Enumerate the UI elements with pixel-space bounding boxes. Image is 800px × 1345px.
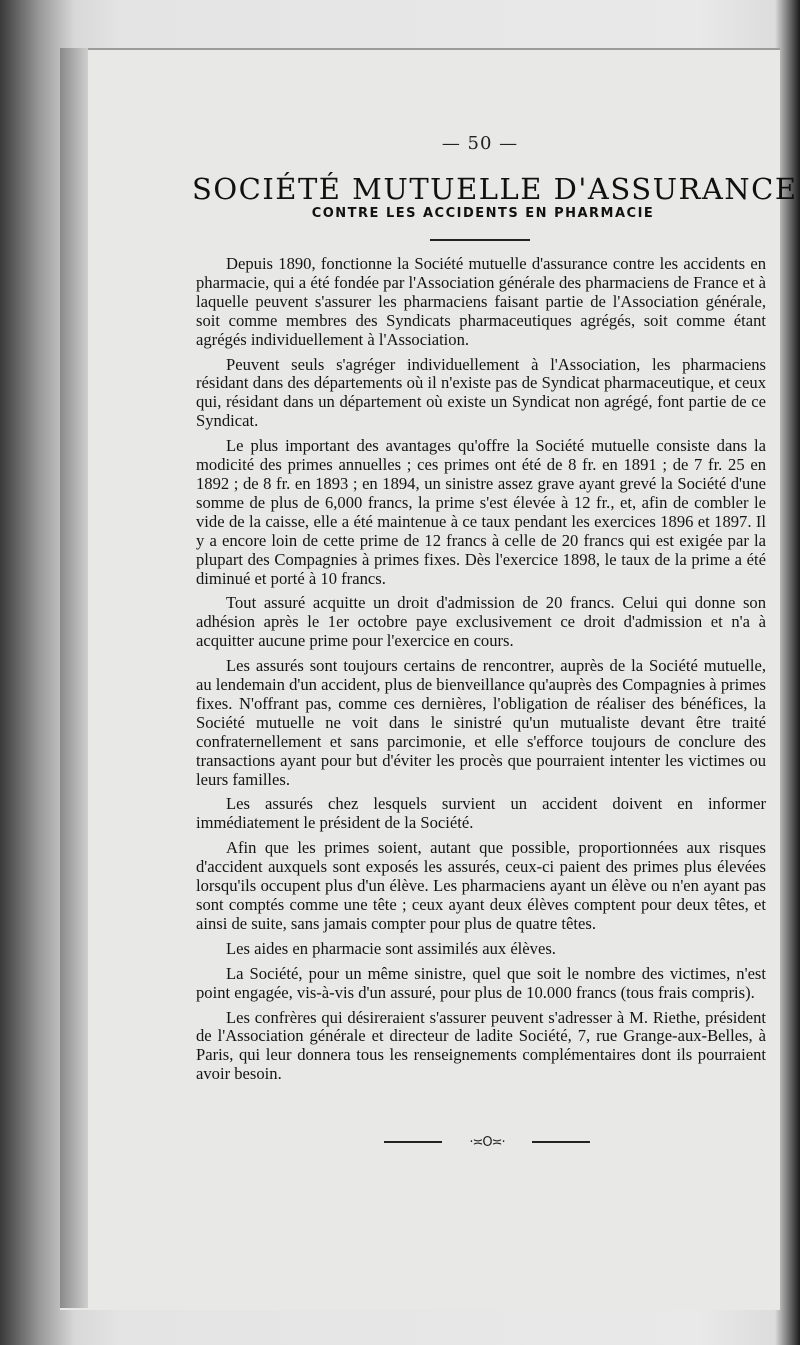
ornament-glyph: ·≍O≍· — [469, 1134, 505, 1150]
section-subtitle: CONTRE LES ACCIDENTS EN PHARMACIE — [311, 206, 655, 221]
body-text — [196, 255, 766, 1085]
title-divider-rule — [430, 239, 530, 241]
paragraph-8: Les aides en pharmacie sont assimilés aux élèves. — [226, 938, 556, 958]
paragraph-10: Les confrères qui désireraient s'assurer peuvent s'adresser à M. Riethe, président de l'Association générale et directeur de ladite Société, 7, rue Grange-aux-Belles, à Paris, qui leur donnera tous les renseignements complémentaires dont ils pourraient avoir besoin. — [196, 1007, 766, 1084]
paragraph-5: Les assurés sont toujours certains de rencontrer, auprès de la Société mutuelle, au lendemain d'un accident, plus de bienveillance qu'auprès des Compagnies à primes fixes. N'offrant pas, comme ces dernières, l'obligation de réaliser des bénéfices, la Société mutuelle ne voit dans le sinistré qu'un mutualiste devant être traité confraternellement et sans parcimonie, et elle s'efforce toujours de conclure des transactions ayant pour but d'éviter les procès que pourraient intenter les victimes ou leurs familles. — [196, 656, 766, 789]
paragraph-7: Afin que les primes soient, autant que possible, proportionnées aux risques d'accident auxquels sont exposés les assurés, ceux-ci paient des primes plus élevées lorsqu'ils occupent plus d'un élève. Les pharmaciens ayant un élève ou n'en ayant pas sont comptés comme une tête ; ceux ayant deux élèves comptent pour deux têtes, et ainsi de suite, sans jamais compter pour plus de quatre têtes. — [196, 838, 766, 933]
paragraph-6: Les assurés chez lesquels survient un accident doivent en informer immédiatement le président de la Société. — [196, 794, 766, 833]
ornament-line-left — [384, 1141, 442, 1143]
page-gutter-shadow — [60, 48, 88, 1308]
page-number: — 50 — — [441, 133, 519, 154]
paragraph-9: La Société, pour un même sinistre, quel que soit le nombre des victimes, n'est point engagée, vis-à-vis d'un assuré, pour plus de 10.000 francs (tous frais compris). — [196, 963, 766, 1002]
paragraph-2: Peuvent seuls s'agréger individuellement à l'Association, les pharmaciens résidant dans des départements où il n'existe pas de Syndicat pharmaceutique, et ceux qui, résidant dans un département où existe un Syndicat non agrégé, font partie de ce Syndicat. — [196, 354, 766, 431]
paragraph-1: Depuis 1890, fonctionne la Société mutuelle d'assurance contre les accidents en pharmacie, qui a été fondée par l'Association générale des pharmaciens de France et à laquelle peuvent s'assurer les pharmaciens faisant partie de l'Association générale, soit comme membres des Syndicats pharmaceutiques agrégés, soit comme étant agrégés individuellement à l'Association. — [196, 254, 766, 349]
section-title: SOCIÉTÉ MUTUELLE D'ASSURANCE — [192, 172, 798, 206]
paragraph-4: Tout assuré acquitte un droit d'admission de 20 francs. Celui qui donne son adhésion après le 1er octobre paye exclusivement ce droit d'admission et n'a à acquitter aucune prime pour l'exercice en cours. — [196, 593, 766, 651]
ornament-line-right — [532, 1141, 590, 1143]
closing-ornament-rule — [384, 1134, 590, 1150]
paragraph-3: Le plus important des avantages qu'offre la Société mutuelle consiste dans la modicité des primes annuelles ; ces primes ont été de 8 fr. en 1891 ; de 7 fr. 25 en 1892 ; de 8 fr. en 1893 ; en 1894, un sinistre assez grave ayant grevé la Société d'une somme de plus de 6,000 francs, la prime s'est élevée à 12 fr., et, afin de combler le vide de la caisse, elle a été maintenue à ce taux pendant les exercices 1896 et 1897. Il y a encore loin de cette prime de 12 francs à celle de 20 francs qui est exigée par la plupart des Compagnies à primes fixes. Dès l'exercice 1898, le taux de la prime a été diminué et porté à 10 francs. — [196, 436, 766, 588]
